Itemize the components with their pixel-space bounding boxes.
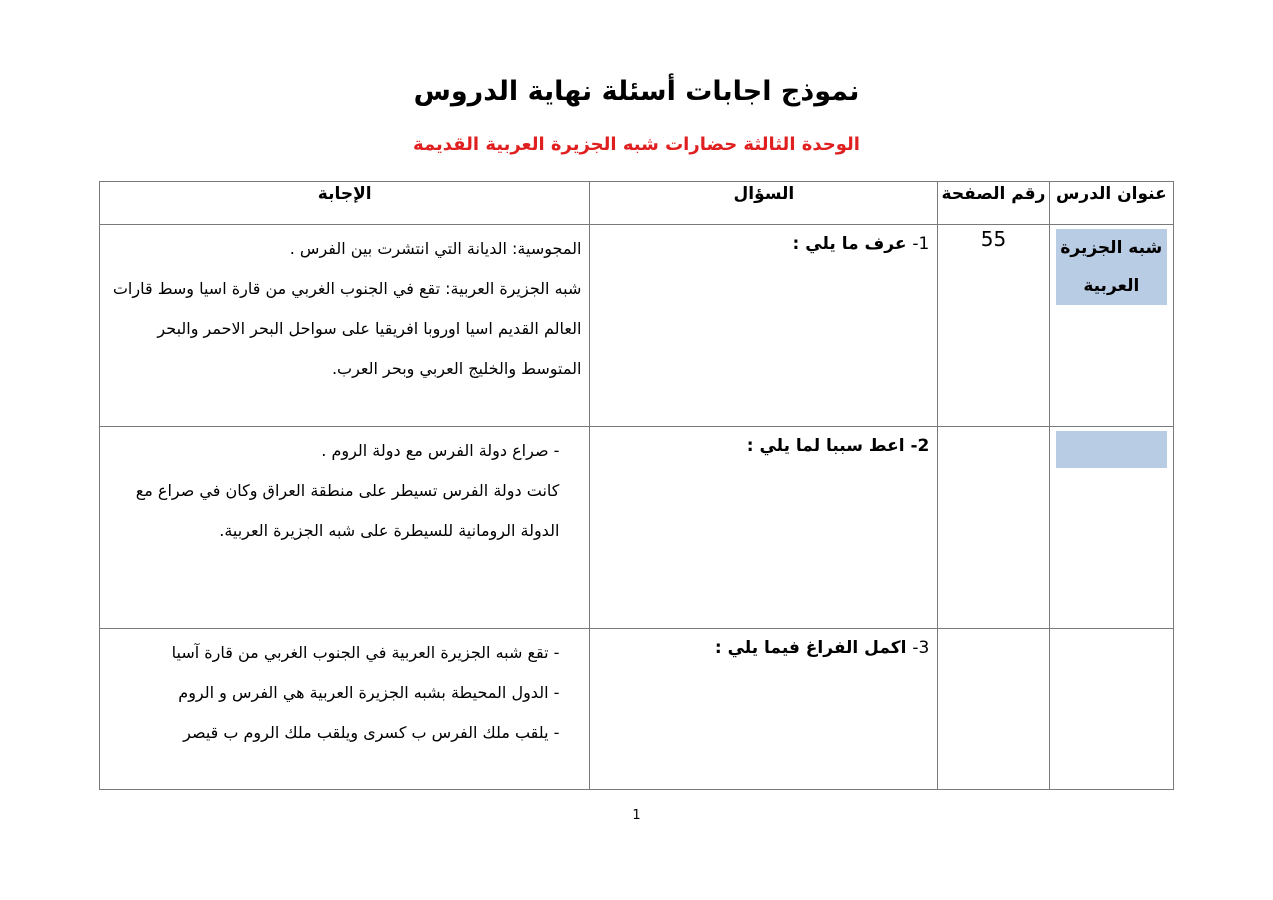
page-number: 55 — [980, 227, 1007, 251]
question-cell — [590, 225, 938, 427]
lesson-cell — [1049, 427, 1173, 629]
unit-subtitle: الوحدة الثالثة حضارات شبه الجزيرة العربية القديمة — [413, 134, 860, 155]
question-text — [590, 427, 937, 461]
header-page-number: رقم الصفحة — [938, 182, 1049, 225]
header-lesson-title: عنوان الدرس — [1049, 182, 1173, 225]
page-number — [938, 629, 1048, 631]
page-number — [938, 427, 1048, 429]
page-cell — [938, 225, 1049, 427]
question-number: 3- — [912, 638, 930, 658]
lesson-highlight — [1056, 431, 1167, 468]
answer-line: - يلقب ملك الفرس ب كسرى ويلقب ملك الروم ب قيصر — [183, 723, 560, 742]
table-row — [100, 629, 1174, 790]
answer-cell — [100, 225, 590, 427]
answer-line: - صراع دولة الفرس مع دولة الروم . — [321, 441, 560, 460]
question-number: 2- — [910, 436, 930, 456]
table-row — [100, 427, 1174, 629]
answer-text — [100, 629, 589, 753]
question-label: اعط سببا لما يلي : — [746, 436, 905, 456]
header-answer: الإجابة — [100, 182, 590, 225]
question-text — [590, 629, 937, 663]
question-cell — [590, 427, 938, 629]
answer-line: شبه الجزيرة العربية: تقع في الجنوب الغربي من قارة اسيا وسط قارات العالم القديم اسيا اوروبا افريقيا على سواحل البحر الاحمر والبحر المتوسط والخليج العربي وبحر العرب. — [112, 279, 582, 378]
lesson-title: شبه الجزيرة العربية — [1060, 238, 1163, 296]
lesson-cell — [1049, 225, 1173, 427]
answer-line: المجوسية: الديانة التي انتشرت بين الفرس . — [289, 239, 582, 258]
page-cell — [938, 427, 1049, 629]
answers-table — [99, 181, 1174, 790]
question-label: عرف ما يلي : — [792, 234, 907, 254]
lesson-highlight — [1056, 229, 1167, 305]
question-number: 1- — [912, 234, 930, 254]
page-cell — [938, 629, 1049, 790]
page-number-footer: 1 — [632, 808, 641, 823]
question-cell — [590, 629, 938, 790]
question-label: اكمل الفراغ فيما يلي : — [714, 638, 907, 658]
answer-text — [100, 225, 589, 389]
lesson-cell — [1049, 629, 1173, 790]
answer-text — [100, 427, 589, 551]
answer-line: - تقع شبه الجزيرة العربية في الجنوب الغربي من قارة آسيا — [171, 643, 560, 662]
answer-cell — [100, 427, 590, 629]
answer-cell — [100, 629, 590, 790]
header-question: السؤال — [590, 182, 938, 225]
page-title: نموذج اجابات أسئلة نهاية الدروس — [413, 76, 860, 107]
answer-line: كانت دولة الفرس تسيطر على منطقة العراق وكان في صراع مع الدولة الرومانية للسيطرة على شبه الجزيرة العربية. — [135, 481, 560, 540]
question-text — [590, 225, 937, 259]
answer-line: - الدول المحيطة بشبه الجزيرة العربية هي الفرس و الروم — [178, 683, 560, 702]
table-row — [100, 225, 1174, 427]
table-header-row — [100, 182, 1174, 225]
